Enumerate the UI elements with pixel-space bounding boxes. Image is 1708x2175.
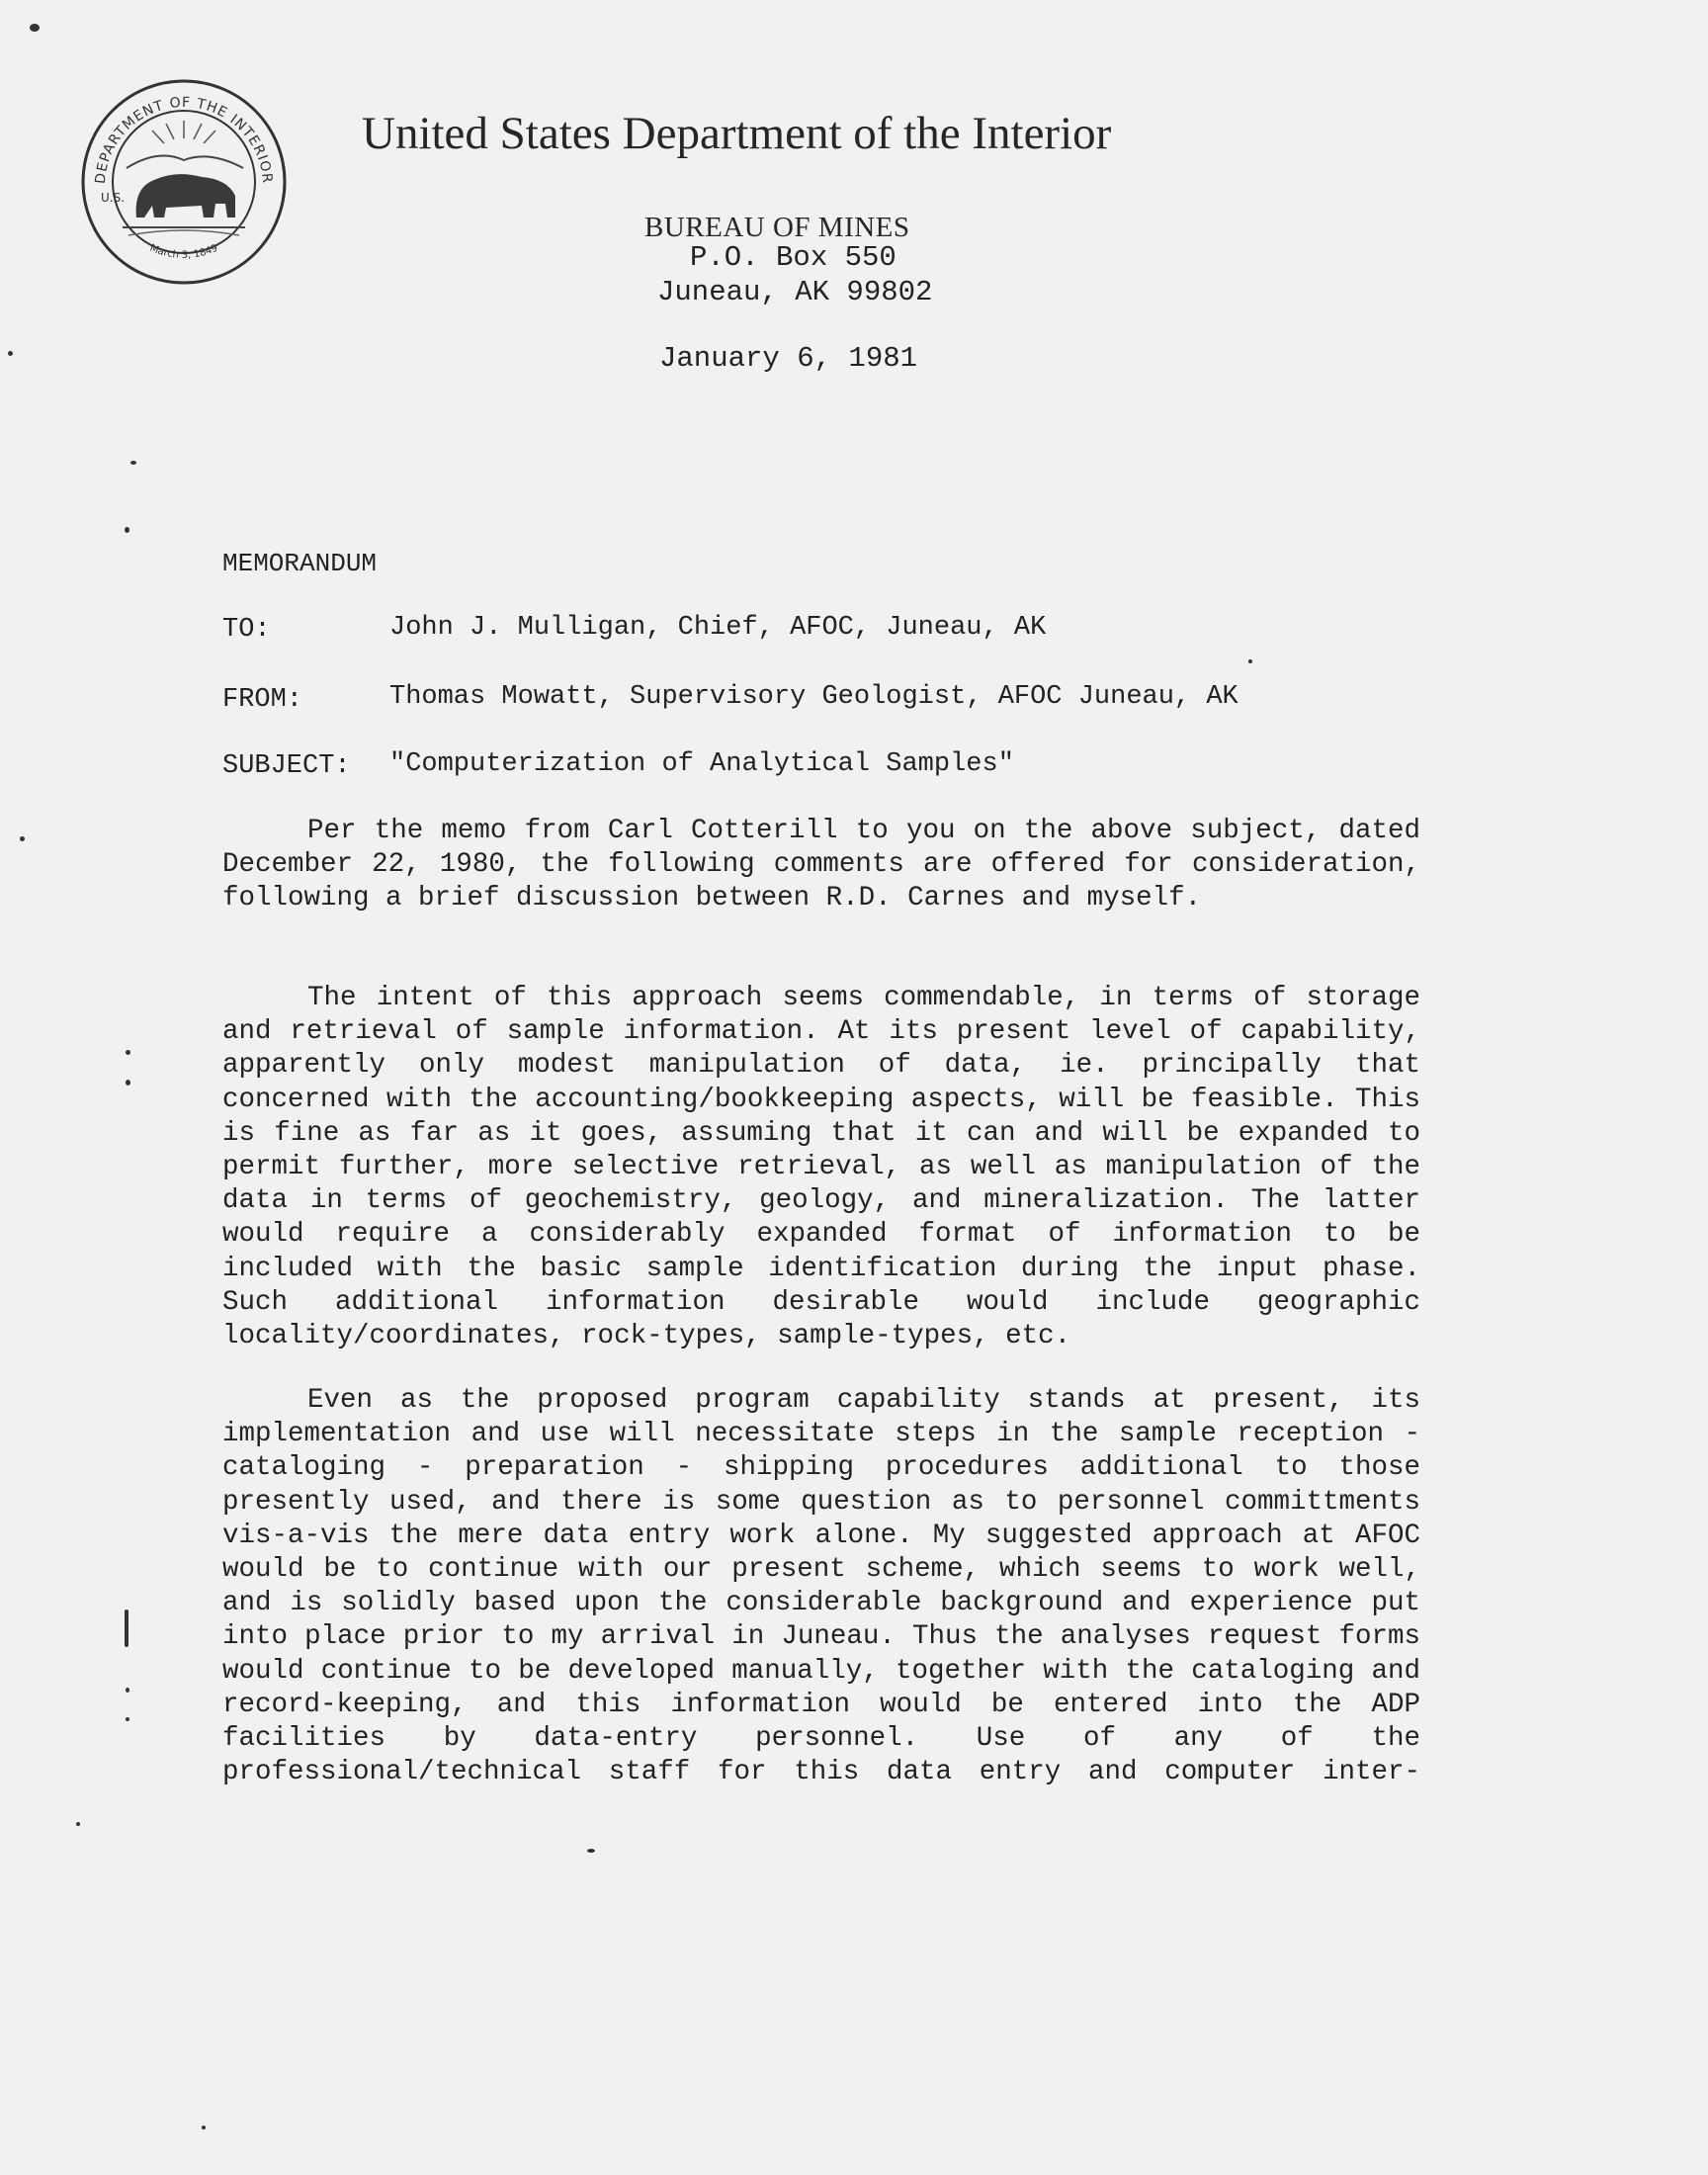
to-value: John J. Mulligan, Chief, AFOC, Juneau, AK: [389, 613, 1047, 643]
from-value: Thomas Mowatt, Supervisory Geologist, AFOC Juneau, AK: [389, 682, 1238, 712]
letterhead-title: United States Department of the Interior: [362, 108, 1112, 159]
department-seal-icon: [79, 77, 289, 287]
subject-value: "Computerization of Analytical Samples": [389, 749, 1014, 779]
from-label: FROM:: [222, 685, 303, 715]
scan-speck: [20, 836, 25, 841]
scan-speck: [125, 1610, 128, 1647]
scan-speck: [125, 527, 129, 533]
seal-text-bottom: March 3, 1849: [147, 242, 220, 261]
body-paragraph-3: Even as the proposed program capability stands at present, its implementation and use will necessitate steps in the sample reception - cataloging - preparation - shipping procedures additional to those presently used, and there is some question as to personnel committments vis-a-vis the mere data entry work alone. My suggested approach at AFOC would be to continue with our present scheme, which seems to work well, and is solidly based upon the considerable background and experience put into place prior to my arrival in Juneau. Thus the analyses request forms would continue to be developed manually, together with the cataloging and record-keeping, and this information would be entered into the ADP facilities by data-entry personnel. Use of any of the professional/technical staff for this data entry and computer inter-: [222, 1385, 1420, 1788]
scan-speck: [76, 1822, 80, 1826]
city-line: Juneau, AK 99802: [657, 276, 933, 308]
to-label: TO:: [222, 615, 271, 645]
scan-speck: [126, 1688, 129, 1693]
svg-text:March 3, 1849: [148, 243, 219, 261]
scan-speck: [126, 1080, 130, 1086]
po-box: P.O. Box 550: [690, 241, 897, 274]
memo-date: January 6, 1981: [659, 342, 918, 375]
svg-text:DEPARTMENT OF THE INTERIOR: [93, 95, 275, 185]
scan-speck: [8, 351, 13, 356]
scan-speck: [126, 1717, 129, 1721]
subject-label: SUBJECT:: [222, 751, 351, 781]
scan-speck: [126, 1050, 130, 1055]
scan-speck: [30, 24, 40, 32]
seal-text-left: U.S.: [101, 191, 126, 205]
scan-speck: [587, 1849, 595, 1853]
scan-speck: [1248, 659, 1252, 663]
scan-speck: [202, 2126, 206, 2130]
body-paragraph-1: Per the memo from Carl Cotterill to you on the above subject, dated December 22, 1980, the following comments are offered for consideration, following a brief discussion between R.D. Carnes and myself.: [222, 816, 1420, 914]
body-paragraph-2: The intent of this approach seems commendable, in terms of storage and retrieval of sample information. At its present level of capability, apparently only modest manipulation of data, ie. principally that concerned with the accounting/bookkeeping aspects, will be feasible. This is fine as far as it goes, assuming that it can and will be expanded to permit further, more selective retrieval, as well as manipulation of the data in terms of geochemistry, geology, and mineralization. The latter would require a considerably expanded format of information to be included with the basic sample identification during the input phase. Such additional information desirable would include geographic locality/coordinates, rock-types, sample-types, etc.: [222, 983, 1420, 1352]
scan-speck: [130, 461, 136, 465]
memo-label: MEMORANDUM: [222, 549, 378, 578]
seal-text-top: DEPARTMENT OF THE INTERIOR: [92, 94, 276, 185]
bureau-name: BUREAU OF MINES: [644, 212, 910, 243]
